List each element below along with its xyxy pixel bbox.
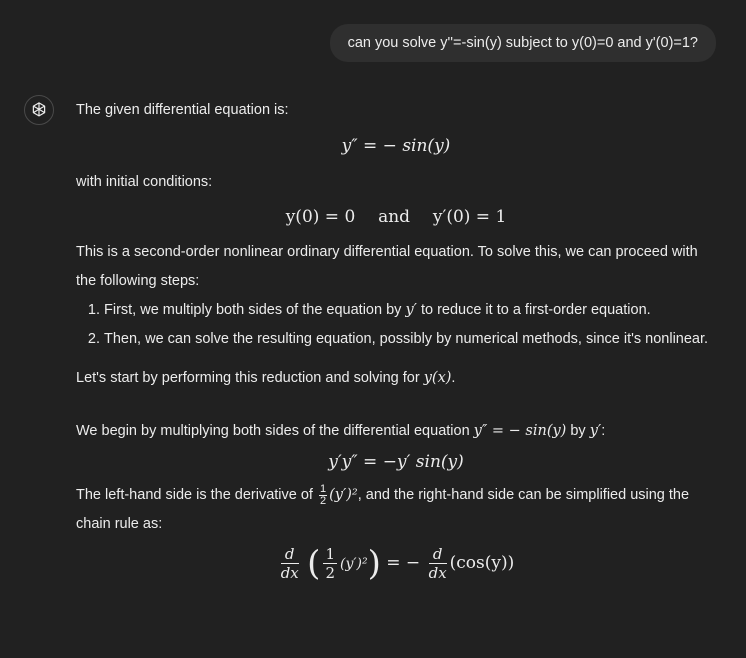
left-paren: ( [307, 543, 321, 584]
list-item [104, 325, 716, 354]
equation-initial-conditions [76, 203, 716, 232]
p5-text-a: We begin by multiplying both sides of the differential equation [76, 423, 474, 439]
equation-ode [76, 132, 716, 161]
p5-text-c: : [601, 423, 606, 439]
step1-text-b: to reduce it to a first-order equation. [416, 302, 651, 318]
p4-math: y(x) [423, 370, 452, 386]
rhs-term: (cos(y)) [449, 553, 515, 573]
step1-text-a: First, we multiply both sides of the equation by [104, 302, 406, 318]
list-item [104, 296, 716, 325]
ic-yprime0: y′(0) = 1 [432, 207, 507, 227]
p6-math: (y′)² [329, 487, 358, 503]
p6-text-b: , and the right-hand side can be simplified using the chain rule as: [76, 487, 690, 532]
ddx-left [281, 545, 299, 582]
half-num: 1 [320, 482, 327, 495]
step1-math: y′ [405, 302, 417, 318]
equation-multiplied [76, 448, 716, 477]
ddx-right-den: dx [428, 564, 447, 582]
ddx-right-num: d [429, 545, 447, 564]
inner-term: (y′)² [339, 556, 368, 572]
step2-text: Then, we can solve the resulting equation, possibly by numerical methods, since it's nonlinear. [104, 331, 709, 347]
p4-text-a: Let's start by performing this reduction and solving for [76, 370, 424, 386]
p4-text-b: . [451, 370, 456, 386]
equation-ode-text: y″ = − sin(y) [341, 136, 451, 156]
p5-text-b: by [566, 423, 590, 439]
equation-multiplied-text: y′y″ = −y′ sin(y) [328, 452, 464, 472]
half-den: 2 [320, 494, 327, 507]
user-message-bubble [330, 24, 716, 62]
steps-list [76, 296, 716, 354]
ddx-left-num: d [281, 545, 299, 564]
openai-logo-icon [30, 101, 48, 119]
paragraph-lets-start [76, 364, 716, 393]
ddx-left-den: dx [280, 564, 299, 582]
right-paren: ) [367, 543, 381, 584]
ic-and: and [378, 207, 411, 227]
p6-text-a: The left-hand side is the derivative of [76, 487, 317, 503]
paragraph-initial-conditions-intro: with initial conditions: [76, 174, 213, 190]
equals-minus: = − [386, 553, 421, 573]
assistant-message [76, 96, 716, 582]
equation-chain-rule [76, 545, 716, 582]
user-message-text: can you solve y''=-sin(y) subject to y(0)=0 and y'(0)=1? [347, 35, 698, 51]
paragraph-intro: The given differential equation is: [76, 102, 289, 118]
half-display-den: 2 [325, 564, 335, 582]
ic-y0: y(0) = 0 [285, 207, 356, 227]
p5-math1: y″ = − sin(y) [473, 423, 567, 439]
half-display [323, 545, 337, 582]
paragraph-multiply [76, 417, 716, 446]
half-fraction [319, 484, 327, 507]
half-display-num: 1 [325, 545, 335, 563]
paragraph-description: This is a second-order nonlinear ordinary differential equation. To solve this, we can proceed with the following steps: [76, 244, 698, 289]
ddx-right [429, 545, 447, 582]
paragraph-derivative [76, 481, 716, 539]
p5-math2: y′ [589, 423, 602, 439]
assistant-avatar [24, 95, 54, 125]
